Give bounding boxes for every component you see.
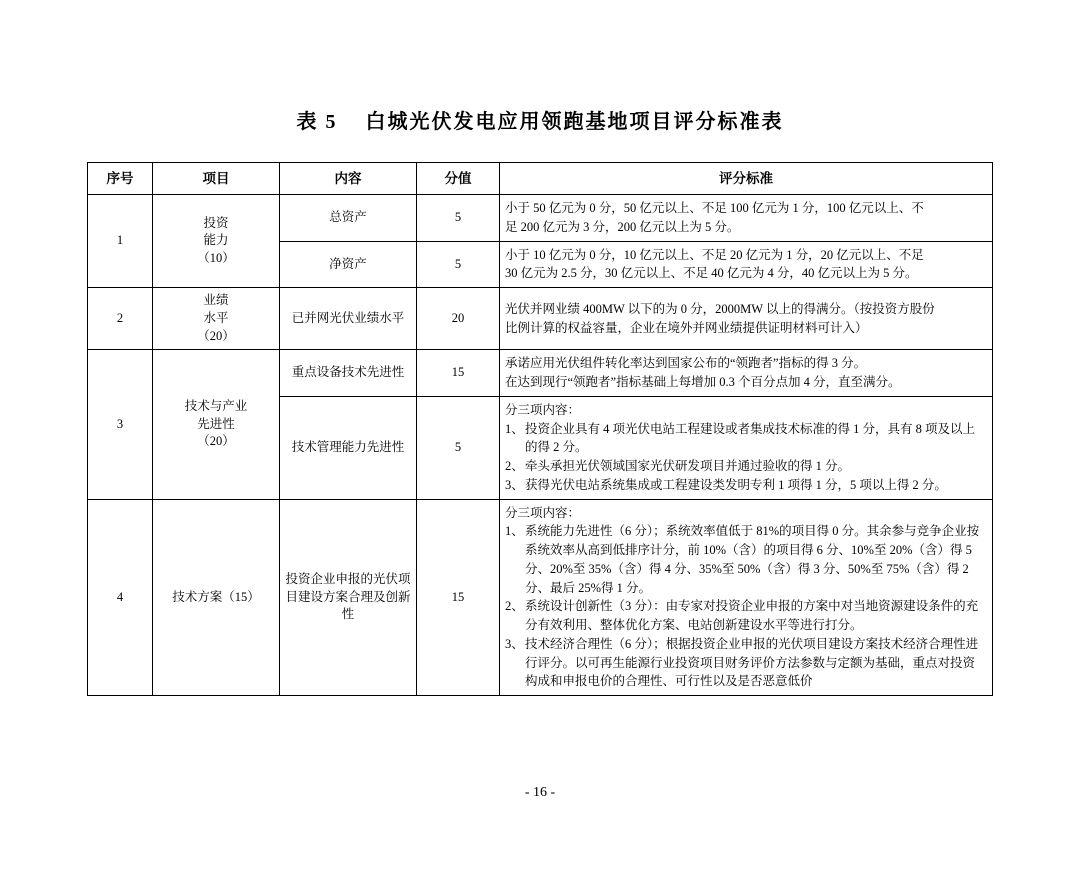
- cell-item-line: （20）: [197, 328, 235, 343]
- cell-item-line: 水平: [203, 310, 229, 325]
- cell-standard: [500, 195, 993, 242]
- title-main: 白城光伏发电应用领跑基地项目评分标准表: [365, 111, 784, 133]
- standard-item-text: 获得光伏电站系统集成或工程建设类发明专利 1 项得 1 分，5 项以上得 2 分。: [525, 477, 947, 492]
- cell-score: 5: [417, 396, 500, 499]
- cell-item-line: 先进性: [197, 416, 235, 431]
- cell-score: 15: [417, 499, 500, 696]
- standard-item-text: 投资企业具有 4 项光伏电站工程建设或者集成技术标准的得 1 分，具有 8 项及以上的得 2 分。: [525, 421, 976, 455]
- standard-item: [505, 457, 987, 476]
- column-header-score: 分值: [417, 163, 500, 195]
- cell-standard: [500, 499, 993, 696]
- cell-seq: 2: [88, 288, 153, 350]
- standard-item-number: 3、: [505, 636, 524, 651]
- standard-item-list: [505, 522, 987, 691]
- cell-content: 投资企业申报的光伏项目建设方案合理及创新性: [280, 499, 417, 696]
- table-row: [88, 350, 993, 397]
- cell-content: 已并网光伏业绩水平: [280, 288, 417, 350]
- cell-content: 净资产: [280, 241, 417, 288]
- column-header-seq: 序号: [88, 163, 153, 195]
- cell-item-line: 业绩: [203, 293, 229, 308]
- standard-item-text: 技术经济合理性（6 分）；根据投资企业申报的光伏项目建设方案技术经济合理性进行评分。以可再生能源行业投资项目财务评价方法参数与定额为基础，重点对投资构成和申报电价的合理性、可行性以及是否恶意低价: [525, 636, 979, 689]
- cell-score: 20: [417, 288, 500, 350]
- title-prefix: 表 5: [296, 111, 338, 133]
- column-header-standard: 评分标准: [500, 163, 993, 195]
- table-header-row: [88, 163, 993, 195]
- page-number: - 16 -: [524, 785, 556, 800]
- cell-item-line: 技术与产业: [184, 398, 248, 413]
- standard-line: 30 亿元为 2.5 分，30 亿元以上、不足 40 亿元为 4 分，40 亿元以上为 5 分。: [505, 266, 918, 281]
- cell-standard: [500, 396, 993, 499]
- cell-content: 总资产: [280, 195, 417, 242]
- standard-line: 足 200 亿元为 3 分，200 亿元以上为 5 分。: [505, 219, 740, 234]
- scoring-criteria-table: [87, 162, 993, 696]
- cell-item: [153, 288, 280, 350]
- standard-item-number: 1、: [505, 524, 524, 539]
- table-row: [88, 499, 993, 696]
- cell-item-line: 投资: [203, 215, 229, 230]
- page-title: [0, 105, 1080, 134]
- cell-seq: 1: [88, 195, 153, 288]
- standard-item-number: 3、: [505, 477, 524, 492]
- table-header: [88, 163, 993, 195]
- document-page: [0, 105, 1080, 869]
- standard-item-number: 2、: [505, 459, 524, 474]
- standard-intro: 分三项内容：: [505, 505, 581, 520]
- standard-item-list: [505, 420, 987, 495]
- standard-item: [505, 597, 987, 635]
- cell-seq: 4: [88, 499, 153, 696]
- table-body: [88, 195, 993, 696]
- standard-line: 承诺应用光伏组件转化率达到国家公布的“领跑者”指标的得 3 分。: [505, 356, 867, 371]
- table-row: [88, 195, 993, 242]
- cell-item: [153, 350, 280, 499]
- cell-item-line: 能力: [203, 233, 229, 248]
- standard-item: [505, 476, 987, 495]
- standard-item-text: 牵头承担光伏领域国家光伏研发项目并通过验收的得 1 分。: [525, 459, 851, 474]
- column-header-item: 项目: [153, 163, 280, 195]
- standard-intro: 分三项内容：: [505, 402, 581, 417]
- cell-standard: [500, 241, 993, 288]
- standard-line: 光伏并网业绩 400MW 以下的为 0 分，2000MW 以上的得满分。（按投资方股份: [505, 302, 935, 317]
- standard-item: [505, 635, 987, 691]
- standard-item-text: 系统能力先进性（6 分）；系统效率值低于 81%的项目得 0 分。其余参与竞争企业按系统效率从高到低排序计分，前 10%（含）的项目得 6 分、10%至 20%（含）得 5 分、20%至 35%（含）得 4 分、35%至 50%（含）得 3 分、50%至 75%（含）得 2 分、最后 25%得 1 分。: [525, 524, 980, 595]
- cell-score: 5: [417, 241, 500, 288]
- standard-line: 小于 10 亿元为 0 分，10 亿元以上、不足 20 亿元为 1 分，20 亿元以上、不足: [505, 247, 924, 262]
- cell-content: 技术管理能力先进性: [280, 396, 417, 499]
- cell-item-line: （10）: [197, 251, 235, 266]
- cell-seq: 3: [88, 350, 153, 499]
- standard-item-number: 1、: [505, 421, 524, 436]
- cell-score: 5: [417, 195, 500, 242]
- standard-item: [505, 522, 987, 597]
- table-row: [88, 288, 993, 350]
- cell-score: 15: [417, 350, 500, 397]
- standard-line: 比例计算的权益容量，企业在境外并网业绩提供证明材料可计入）: [505, 320, 868, 335]
- cell-content: 重点设备技术先进性: [280, 350, 417, 397]
- standard-item-number: 2、: [505, 599, 524, 614]
- standard-line: 小于 50 亿元为 0 分，50 亿元以上、不足 100 亿元为 1 分，100 亿元以上、不: [505, 201, 924, 216]
- cell-standard: [500, 288, 993, 350]
- cell-standard: [500, 350, 993, 397]
- standard-item-text: 系统设计创新性（3 分）：由专家对投资企业申报的方案中对当地资源建设条件的充分有效利用、整体优化方案、电站创新建设水平等进行打分。: [525, 599, 979, 633]
- cell-item-line: 技术方案（15）: [172, 589, 260, 604]
- standard-item: [505, 420, 987, 458]
- column-header-content: 内容: [280, 163, 417, 195]
- cell-item: [153, 499, 280, 696]
- cell-item-line: （20）: [197, 434, 235, 449]
- standard-line: 在达到现行“领跑者”指标基础上每增加 0.3 个百分点加 4 分，直至满分。: [505, 375, 901, 390]
- cell-item: [153, 195, 280, 288]
